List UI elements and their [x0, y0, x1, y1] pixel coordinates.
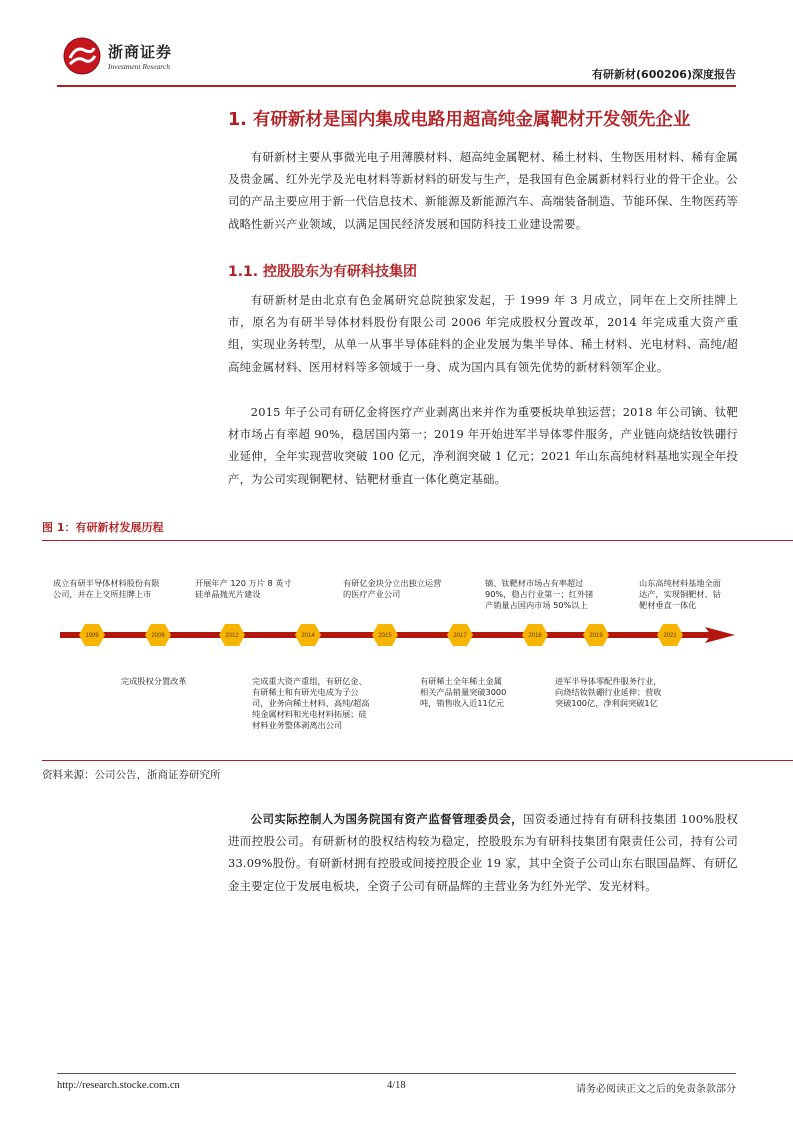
brand-subtitle: Investment Research [108, 62, 170, 71]
history-paragraph [228, 289, 738, 378]
timeline-year-2012 [219, 624, 245, 646]
milestones-text: 2015 年子公司有研亿金将医疗产业剥离出来并作为重要板块单独运营；2018 年公司镝、钛靶材市场占有率超 90%，稳居国内第一；2019 年开始进军半导体零件服务，产业链向烧结钕铁硼行业延伸，全年实现营收突破 100 亿元，净利润突破 1 亿元；2021 年山东高纯材料基地实现全年投产，为公司实现铜靶材、钴靶材垂直一体化奠定基础。 [228, 405, 738, 486]
intro-paragraph [228, 146, 738, 235]
disclaimer-notice: 请务必阅读正文之后的免责条款部分 [576, 1084, 736, 1095]
timeline-year-label: 2021 [663, 633, 677, 639]
timeline-note-2006: 完成股权分置改革 [121, 676, 187, 686]
timeline-year-2017 [447, 624, 473, 646]
subsection-title: 1.1. 控股股东为有研科技集团 [228, 264, 417, 280]
timeline-note-2015: 有研亿金块分立出独立运营的医疗产业公司 [343, 578, 442, 599]
timeline-note-2019: 进军半导体零配件服务行业，向烧结钕铁硼行业延伸；营收突破100亿，净利润突破1亿 [555, 676, 662, 708]
company-logo-icon [62, 36, 102, 76]
footer-url-link[interactable]: http://research.stocke.com.cn [57, 1080, 180, 1091]
timeline-year-2006 [145, 624, 171, 646]
timeline-year-label: 2014 [301, 633, 315, 639]
timeline-year-label: 2006 [151, 633, 165, 639]
timeline-year-label: 2019 [589, 633, 603, 639]
figure-source: 资料来源：公司公告，浙商证券研究所 [42, 769, 221, 781]
header-divider [57, 85, 736, 87]
control-text [228, 808, 738, 897]
intro-text: 有研新材主要从事微光电子用薄膜材料、超高纯金属靶材、稀土材料、生物医用材料、稀有金属及贵金属、红外光学及光电材料等新材料的研发与生产，是我国有色金属新材料行业的骨干企业。公司的产品主要应用于新一代信息技术、新能源及新能源汽车、高端装备制造、节能环保、生物医药等战略性新兴产业领域，以满足国民经济发展和国防科技工业建设需要。 [228, 150, 738, 231]
control-lead: 公司实际控制人为国务院国有资产监督管理委员会， [250, 812, 524, 826]
timeline-year-1999 [79, 624, 105, 646]
timeline-note-1999: 成立有研半导体材料股份有限公司，并在上交所挂牌上市 [53, 578, 160, 599]
timeline-note-2021: 山东高纯材料基地全面达产，实现铜靶材、钴靶材垂直一体化 [639, 578, 721, 610]
timeline-year-2019 [583, 624, 609, 646]
report-title: 有研新材(600206)深度报告 [592, 68, 736, 81]
figure-bottom-rule [42, 760, 793, 761]
timeline-year-label: 1999 [85, 633, 99, 639]
figure-top-rule [42, 540, 793, 541]
history-text: 有研新材是由北京有色金属研究总院独家发起，于 1999 年 3 月成立，同年在上交所挂牌上市，原名为有研半导体材料股份有限公司 2006 年完成股权分置改革，2014 年完成重大资产重组，实现业务转型，从单一从事半导体硅料的企业发展为集半导体、稀土材料、光电材料、高纯/超高纯金属材料、医用材料等多领域于一身、成为国内具有领先优势的新材料领军企业。 [228, 293, 738, 374]
timeline-year-label: 2012 [225, 633, 239, 639]
control-paragraph [228, 808, 738, 897]
figure-caption: 图 1：有研新材发展历程 [42, 521, 164, 534]
timeline-note-2014: 完成重大资产重组，有研亿金、有研稀土和有研光电成为子公司，业务向稀土材料、高纯/超高纯金属材料和光电材料拓展；硅材料业务整体剥离出公司 [252, 676, 370, 730]
timeline-year-label: 2015 [378, 633, 392, 639]
timeline-year-label: 2018 [528, 633, 542, 639]
timeline-year-2014 [295, 624, 321, 646]
timeline-year-2015 [372, 624, 398, 646]
timeline-note-2017: 有研稀土全年稀土金属相关产品销量突破3000吨，销售收入近11亿元 [420, 676, 507, 708]
timeline-year-2021 [657, 624, 683, 646]
timeline-note-2018: 镝、钛靶材市场占有率超过 90%，稳占行业第一；红外锗产销量占国内市场 50%以上 [485, 578, 594, 610]
timeline-note-2012: 开展年产 120 万片 8 英寸硅单晶抛光片建设 [195, 578, 292, 599]
section-title: 1. 有研新材是国内集成电路用超高纯金属靶材开发领先企业 [228, 110, 691, 130]
page-number: 4/18 [387, 1080, 406, 1091]
milestones-paragraph [228, 401, 738, 490]
timeline-year-2018 [522, 624, 548, 646]
control-rest: 国资委通过持有有研科技集团 100%股权进而控股公司。有研新材的股权结构较为稳定，控股股东为有研科技集团有限责任公司，持有公司 33.09%股份。有研新材拥有控股或间接控股企业 19 家，其中全资子公司山东右眼国晶辉、有研亿金主要定位于发展电板块，全资子公司有研晶辉的主营业务为红外光学、发光材料。 [228, 812, 739, 893]
footer-divider [57, 1073, 736, 1074]
timeline-year-label: 2017 [453, 633, 467, 639]
timeline-arrow-icon [705, 624, 735, 646]
brand-name: 浙商证券 [108, 43, 173, 61]
